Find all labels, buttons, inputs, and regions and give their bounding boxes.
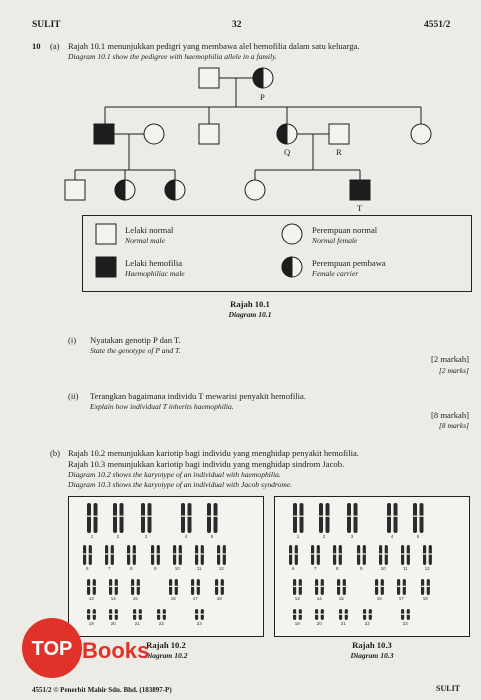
chromosome-number: 8 [335, 566, 339, 571]
chromosome [295, 545, 298, 565]
legend-normal-male-ms: Lelaki normal [125, 225, 174, 235]
chromosome [214, 503, 218, 533]
chromosome [397, 579, 400, 595]
chromosome-number: 21 [134, 621, 140, 626]
legend-carrier-female-ms: Perempuan pembawa [312, 258, 386, 268]
chromosome-number: 7 [313, 566, 317, 571]
karyotype-10-3 [274, 496, 470, 637]
legend-carrier-female-en: Female carrier [312, 269, 359, 278]
chromosome-number: 5 [210, 534, 214, 539]
chromosome [403, 579, 406, 595]
page-number: 32 [232, 20, 242, 30]
chromosome-number: 17 [398, 596, 404, 601]
chromosome [137, 579, 140, 595]
chromosome-number: 23 [196, 621, 202, 626]
chromosome-number: 4 [184, 534, 188, 539]
chromosome [300, 503, 304, 533]
chromosome [93, 579, 96, 595]
chromosome [181, 503, 185, 533]
chromosome-number: 17 [192, 596, 198, 601]
chromosome [429, 545, 432, 565]
chromosome [354, 503, 358, 533]
chromosome [375, 579, 378, 595]
header-left: SULIT [32, 20, 61, 30]
chromosome [326, 503, 330, 533]
chromosome [94, 503, 98, 533]
chromosome-number: 3 [144, 534, 148, 539]
sub-i-ms: Nyatakan genotip P dan T. [90, 335, 181, 345]
chromosome-number: 16 [376, 596, 382, 601]
chromosome-number: 15 [132, 596, 138, 601]
chromosome-number: 10 [380, 566, 386, 571]
chromosome [113, 503, 117, 533]
chromosome [420, 503, 424, 533]
chromosome [201, 545, 204, 565]
chromosome-number: 2 [116, 534, 120, 539]
sub-i-marks-en: [2 marks] [438, 366, 469, 375]
chromosome [188, 503, 192, 533]
chromosome-number: 12 [424, 566, 430, 571]
caption-10-3-en: Diagram 10.3 [350, 651, 394, 660]
label-t: T [357, 203, 363, 213]
chromosome-number: 2 [322, 534, 326, 539]
part-b-en2: Diagram 10.3 shows the karyotype of an individual with Jacob syndrome. [68, 480, 293, 489]
legend-haemo-male-ms: Lelaki hemofilia [125, 258, 183, 268]
chromosome [131, 579, 134, 595]
sub-i-en: State the genotype of P and T. [90, 346, 181, 355]
chromosome-number: 4 [390, 534, 394, 539]
karyotype-10-3-chromosomes [275, 497, 469, 636]
chromosome [127, 545, 130, 565]
chromosome [299, 579, 302, 595]
chromosome-number: 22 [158, 621, 164, 626]
svg-text:Books: Books [82, 638, 150, 663]
chromosome [387, 503, 391, 533]
chromosome-number: 10 [174, 566, 180, 571]
chromosome-number: 1 [296, 534, 300, 539]
chromosome-number: 7 [107, 566, 111, 571]
part-b-ms2: Rajah 10.3 menunjukkan kariotip bagi individu yang menghidap sindrom Jacob. [68, 459, 345, 469]
chromosome-number: 20 [316, 621, 322, 626]
svg-text:TOP: TOP [31, 638, 73, 660]
chromosome [289, 545, 292, 565]
chromosome [83, 545, 86, 565]
chromosome [197, 579, 200, 595]
chromosome [173, 545, 176, 565]
chromosome [87, 579, 90, 595]
legend-symbols [0, 0, 481, 300]
chromosome [109, 579, 112, 595]
chromosome [175, 579, 178, 595]
part-a-intro-en: Diagram 10.1 show the pedigree with haemophilia allele in a family. [68, 52, 277, 61]
caption-10-3-ms: Rajah 10.3 [352, 640, 392, 650]
chromosome [379, 545, 382, 565]
chromosome [311, 545, 314, 565]
chromosome [337, 579, 340, 595]
caption-10-2-ms: Rajah 10.2 [146, 640, 186, 650]
chromosome [385, 545, 388, 565]
question-number: 10 [32, 41, 41, 51]
chromosome-number: 16 [170, 596, 176, 601]
chromosome [191, 579, 194, 595]
legend-haemo-male-en: Haemophiliac male [125, 269, 185, 278]
chromosome-number: 14 [316, 596, 322, 601]
chromosome-number: 6 [291, 566, 295, 571]
chromosome [157, 545, 160, 565]
sub-ii-marks-en: [8 marks] [438, 421, 469, 430]
chromosome-number: 12 [218, 566, 224, 571]
chromosome [319, 503, 323, 533]
chromosome [141, 503, 145, 533]
chromosome-number: 20 [110, 621, 116, 626]
chromosome [215, 579, 218, 595]
chromosome [120, 503, 124, 533]
chromosome [179, 545, 182, 565]
chromosome-number: 14 [110, 596, 116, 601]
chromosome [363, 545, 366, 565]
chromosome-number: 3 [350, 534, 354, 539]
chromosome [421, 579, 424, 595]
chromosome [111, 545, 114, 565]
chromosome [339, 545, 342, 565]
sub-ii-en: Explain how individual T inherits haemophilia. [90, 402, 234, 411]
chromosome-number: 8 [129, 566, 133, 571]
chromosome-number: 11 [196, 566, 202, 571]
chromosome [317, 545, 320, 565]
chromosome [207, 503, 211, 533]
caption-10-2-en: Diagram 10.2 [144, 651, 188, 660]
chromosome-number: 18 [422, 596, 428, 601]
chromosome-number: 13 [88, 596, 94, 601]
chromosome [115, 579, 118, 595]
chromosome [223, 545, 226, 565]
caption-10-1-en: Diagram 10.1 [228, 310, 272, 319]
chromosome [401, 545, 404, 565]
chromosome-number: 19 [88, 621, 94, 626]
part-b-label: (b) [50, 448, 61, 458]
chromosome-number: 23 [402, 621, 408, 626]
chromosome [333, 545, 336, 565]
chromosome [169, 579, 172, 595]
part-a-intro-ms: Rajah 10.1 menunjukkan pedigri yang membawa alel hemofilia dalam satu keluarga. [68, 41, 360, 51]
chromosome [148, 503, 152, 533]
footer-right: SULIT [436, 684, 461, 693]
chromosome [293, 503, 297, 533]
part-b-en1: Diagram 10.2 shows the karyotype of an individual with haemophilia. [68, 470, 281, 479]
chromosome [427, 579, 430, 595]
chromosome [221, 579, 224, 595]
chromosome-number: 18 [216, 596, 222, 601]
chromosome [87, 503, 91, 533]
legend-normal-female-ms: Perempuan normal [312, 225, 378, 235]
chromosome [413, 503, 417, 533]
sub-i-marks-ms: [2 markah] [431, 354, 469, 364]
sub-ii-ms: Terangkan bagaimana individu T mewarisi penyakit hemofilia. [90, 391, 307, 401]
sub-ii-label: (ii) [68, 391, 79, 401]
header-right: 4551/2 [424, 20, 451, 30]
chromosome-number: 22 [364, 621, 370, 626]
chromosome [133, 545, 136, 565]
chromosome [217, 545, 220, 565]
legend-normal-female-en: Normal female [312, 236, 358, 245]
chromosome [151, 545, 154, 565]
sub-i-label: (i) [68, 335, 77, 345]
label-r: R [336, 147, 342, 157]
chromosome [423, 545, 426, 565]
chromosome [315, 579, 318, 595]
chromosome-number: 19 [294, 621, 300, 626]
chromosome-number: 21 [340, 621, 346, 626]
chromosome-number: 11 [402, 566, 408, 571]
chromosome [89, 545, 92, 565]
chromosome-number: 1 [90, 534, 94, 539]
chromosome [381, 579, 384, 595]
legend-normal-male-en: Normal male [125, 236, 165, 245]
part-b-ms1: Rajah 10.2 menunjukkan kariotip bagi individu yang menghidap penyakit hemofilia. [68, 448, 359, 458]
chromosome [321, 579, 324, 595]
caption-10-1-ms: Rajah 10.1 [230, 299, 270, 309]
label-p: P [260, 92, 265, 102]
chromosome [357, 545, 360, 565]
chromosome [105, 545, 108, 565]
chromosome-number: 9 [153, 566, 157, 571]
chromosome-number: 5 [416, 534, 420, 539]
chromosome-number: 15 [338, 596, 344, 601]
chromosome-number: 6 [85, 566, 89, 571]
footer-left: 4551/2 © Penerbit Mahir Sdn. Bhd. (183897-P) [32, 686, 172, 694]
sub-ii-marks-ms: [8 markah] [431, 410, 469, 420]
chromosome-number: 9 [359, 566, 363, 571]
part-a-label: (a) [50, 41, 60, 51]
chromosome [195, 545, 198, 565]
chromosome-number: 13 [294, 596, 300, 601]
chromosome [293, 579, 296, 595]
chromosome [343, 579, 346, 595]
chromosome [394, 503, 398, 533]
topbooks-logo [12, 608, 192, 688]
label-q: Q [284, 147, 291, 157]
chromosome [347, 503, 351, 533]
chromosome [407, 545, 410, 565]
